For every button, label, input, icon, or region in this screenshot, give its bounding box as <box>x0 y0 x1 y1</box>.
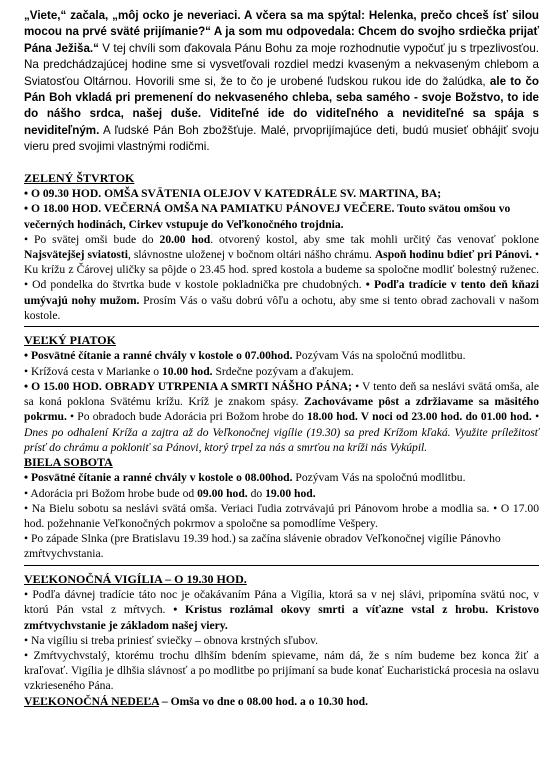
friday-text-3a: • O 15.00 HOD. OBRADY UTRPENIA A SMRTI NÁŠHO PÁNA; <box>24 379 353 393</box>
vigil-text-1b: • Kristus rozlámal okovy smrti a víťazne vstal z hrobu. Kristovo zmŕtvychvstanie je základom našej viery. <box>24 603 539 632</box>
section-easter-vigil <box>24 572 539 709</box>
friday-text-3b: • V tento deň sa neslávi svätá omša, ale sa koná poklona Svätému krížu. Kríž je znakom spásy. <box>24 379 539 409</box>
thursday-text-d: Najsvätejšej sviatosti <box>24 247 129 261</box>
divider <box>24 565 539 566</box>
thursday-text-a: • Po svätej omši bude do <box>24 232 160 246</box>
section-green-thursday <box>24 171 539 323</box>
thursday-text-e: , slávnostne uloženej v bočnom oltári nášho chrámu. <box>128 247 375 261</box>
thursday-line-2: • O 18.00 HOD. VEČERNÁ OMŠA NA PAMIATKU PÁNOVEJ VEČERE. Touto svätou omšou vo večerných hodinách, Cirkev vstupuje do Veľkonočného trojdnia. <box>24 202 511 231</box>
section-holy-saturday <box>24 455 539 562</box>
divider <box>24 326 539 327</box>
friday-text-1b: Pozývam Vás na spoločnú modlitbu. <box>292 349 466 363</box>
friday-text-3f: V noci od 23.00 hod. do 01.00 hod. <box>357 410 532 424</box>
saturday-text-1a: • Posvätné čítanie a ranné chvály v kostole o 08.00hod. <box>24 471 293 485</box>
vigil-tradition <box>24 587 539 633</box>
section-title-thursday: ZELENÝ ŠTVRTOK <box>24 170 135 185</box>
vigil-text-3a: • Zmŕtvychvstalý, ktorému trochu dlhším bdením spievame, nám dá, že s ním budeme bez konca žiť a kraľovať. <box>24 648 539 678</box>
thursday-text-i: Prosím Vás o vašu dobrú vôľu a ochotu, aby sme si tento obrad zachovali v našom kostole. <box>24 293 539 322</box>
friday-way-of-cross <box>24 364 539 379</box>
friday-text-3g: • Dnes po odhalení Kríža a zajtra až do Veľkonočnej vigílie (19.30) sa pred Krížom kľaká. Využite príležitosť prísť do chrámu a pokloniť sa Pánovi, ktorý trpel za nás a smrťou na kríži nás Vykúpil. <box>24 410 539 454</box>
intro-quote: „Viete,“ začala, „môj ocko je neveriaci. A včera sa ma spýtal: Helenka, prečo chceš ísť silou mocou na prvé sväté prijímanie?“ A ja som mu odpovedala: Chcem do svojho srdiečka prijať Pána Ježiša.“ <box>24 9 539 55</box>
vigil-text-3b: Vigília je dlhšia slávnosť a po modlitbe po prijímaní sa bude konať Eucharistická procesia na oslavu vzkrieseného Pána. <box>24 664 539 693</box>
vigil-text-1a: • Podľa dávnej tradície táto noc je očakávaním Pána a Vigília, ktorá sa v nej slávi, pripomína svätú noc, v ktorú Pán vstal z mŕtvych. <box>24 588 539 617</box>
thursday-text-g: • Ku krížu z Čárovej uličky sa pôjde o 23.45 hod. spred kostola a budeme sa spoločne modliť bolestný ruženec. • Od pondelka do štvrtka bude v kostole pokladnička pre chudobných. <box>24 247 540 292</box>
easter-sunday-line <box>24 694 539 709</box>
thursday-text-c: . otvorený kostol, aby sme tak mohli určitý čas venovať poklone <box>210 232 539 246</box>
intro-emphasis: ale to čo Pán Boh vkladá pri premenení do nekvaseného chleba, seba samého - svoje Božstvo, to ide do nášho srdca, našej duše. Viditeľné ide do viditeľného a neviditeľné sa spája s neviditeľným. <box>24 74 539 137</box>
saturday-text-2a: • Adorácia pri Božom hrobe bude od <box>24 486 198 500</box>
intro-paragraph <box>24 8 539 156</box>
friday-text-2c: Srdečne pozývam a ďakujem. <box>212 364 354 378</box>
thursday-chrism-mass <box>24 186 539 201</box>
intro-closing: A ľudské Pán Boh zbožšťuje. Malé, prvoprijímajúce deti, budú musieť obhájiť svoju vieru pred svojimi vlastnými rodičmi. <box>24 123 539 154</box>
thursday-text-f: Aspoň hodinu bdieť pri Pánovi. <box>374 247 533 261</box>
thursday-text-b: 20.00 hod <box>159 232 211 246</box>
friday-liturgy <box>24 379 539 455</box>
friday-text-1a: • Posvätné čítanie a ranné chvály v kostole o 07.00hod. <box>24 349 293 363</box>
section-title-saturday: BIELA SOBOTA <box>24 454 113 469</box>
sunday-text: – Omša vo dne o 08.00 hod. a o 10.30 hod. <box>158 694 369 708</box>
thursday-details <box>24 232 539 323</box>
friday-text-3d: • Po obradoch bude Adorácia pri Božom hrobe do <box>66 410 307 424</box>
thursday-line-1: • O 09.30 HOD. OMŠA SVÄTENIA OLEJOV V KATEDRÁLE SV. MARTINA, BA; <box>24 187 442 201</box>
bulletin-page <box>24 8 539 709</box>
saturday-text-1b: Pozývam Vás na spoločnú modlitbu. <box>292 471 466 485</box>
section-title-friday: VEĽKÝ PIATOK <box>24 332 116 347</box>
friday-text-2a: • Krížová cesta v Marianke o <box>24 364 162 378</box>
friday-text-2b: 10.00 hod. <box>161 364 213 378</box>
friday-text-3e: 18.00 hod. <box>306 410 358 424</box>
vigil-candles: • Na vigíliu si treba priniesť sviečky – obnova krstných sľubov. <box>24 633 319 647</box>
vigil-procession <box>24 648 539 694</box>
saturday-text-2d: 19.00 hod. <box>265 486 316 500</box>
sunday-title: VEĽKONOČNÁ NEDEĽA <box>24 694 159 708</box>
saturday-sunset: • Po západe Slnka (pre Bratislavu 19.39 hod.) sa začína slávenie obradov Veľkonočnej vigílie Pánovho zmŕtvychvstania. <box>24 532 501 561</box>
saturday-text-2c: do <box>247 486 266 500</box>
friday-morning-prayer <box>24 348 539 363</box>
thursday-evening-mass <box>24 201 539 231</box>
saturday-no-mass: • Na Bielu sobotu sa neslávi svätá omša. Veriaci ľudia zotrvávajú pri Pánovom hrobe a modlia sa. • O 17.00 hod. požehnanie Veľkonočných pokrmov a spoločne sa pomodlíme Vešpery. <box>24 501 539 531</box>
intro-text: V tej chvíli som ďakovala Pánu Bohu za moje rozhodnutie vypočuť ju s trpezlivosťou. Na predchádzajúcej hodine sme si vysvetľovali rozdiel medzi kvaseným a nekvaseným chlebom a Sviatosťou Oltárnou. Hovorili sme si, že to čo je urobené ľudskou rukou ide do žalúdka, <box>24 41 539 88</box>
saturday-morning-prayer <box>24 470 539 485</box>
section-title-vigil: VEĽKONOČNÁ VIGÍLIA – O 19.30 HOD. <box>24 571 247 586</box>
saturday-text-2b: 09.00 hod. <box>197 486 248 500</box>
friday-text-3c: Zachovávame pôst a zdržiavame sa mäsitého pokrmu. <box>24 395 539 424</box>
thursday-text-h: • Podľa tradície v tento deň kňazi umývajú nohy mužom. <box>24 278 539 307</box>
section-good-friday <box>24 333 539 455</box>
saturday-adoration <box>24 486 539 501</box>
